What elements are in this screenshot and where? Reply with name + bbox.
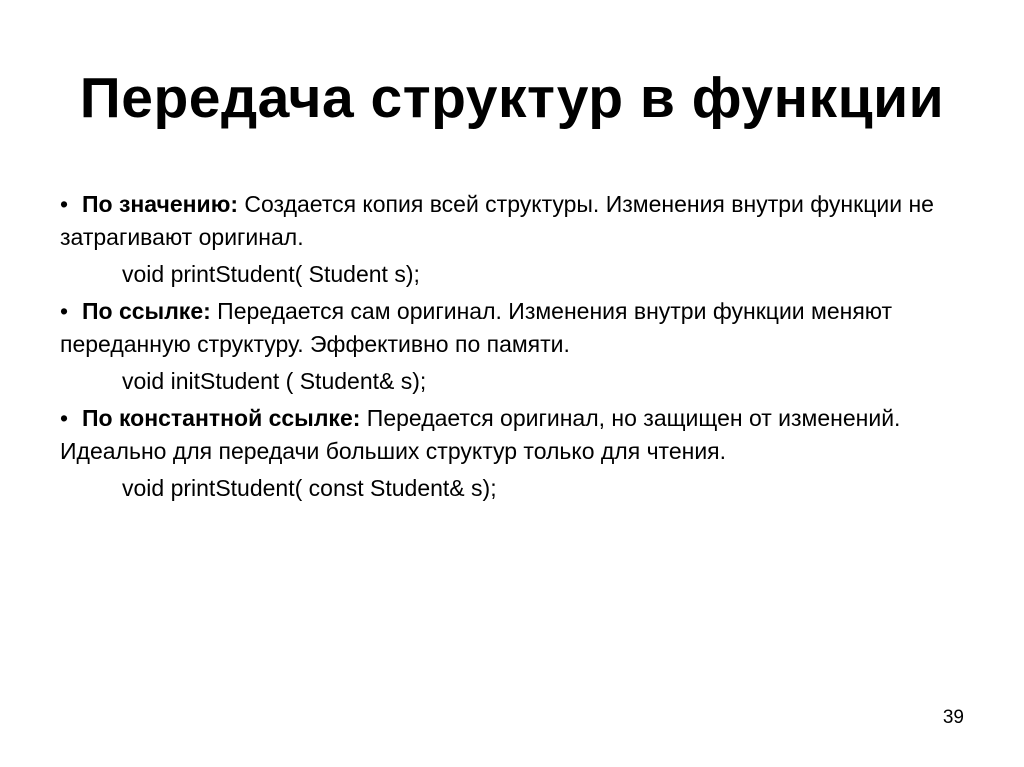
bullet-marker: • [60,298,69,324]
bullet-term: По ссылке: [82,298,211,324]
slide-content [60,188,1010,509]
bullet-item-by-const-reference [60,402,1010,468]
bullet-text: Создается копия всей структуры. Изменения внутри функции не затрагивают оригинал. [60,191,934,250]
bullet-term: По значению: [82,191,238,217]
bullet-marker: • [60,191,69,217]
bullet-marker: • [60,405,69,431]
code-example-by-value: void printStudent( Student s); [122,261,420,287]
bullet-text: Передается оригинал, но защищен от изменений. Идеально для передачи больших структур только для чтения. [60,405,901,464]
slide-title: Передача структур в функции [79,66,945,130]
bullet-item-by-value [60,188,1010,254]
bullet-item-by-reference [60,295,1010,361]
bullet-term: По константной ссылке: [82,405,361,431]
bullet-text: Передается сам оригинал. Изменения внутри функции меняют переданную структуру. Эффективно по памяти. [60,298,893,357]
code-example-by-reference: void initStudent ( Student& s); [122,368,427,394]
code-example-by-const-reference: void printStudent( const Student& s); [122,475,497,501]
page-number: 39 [942,707,964,728]
